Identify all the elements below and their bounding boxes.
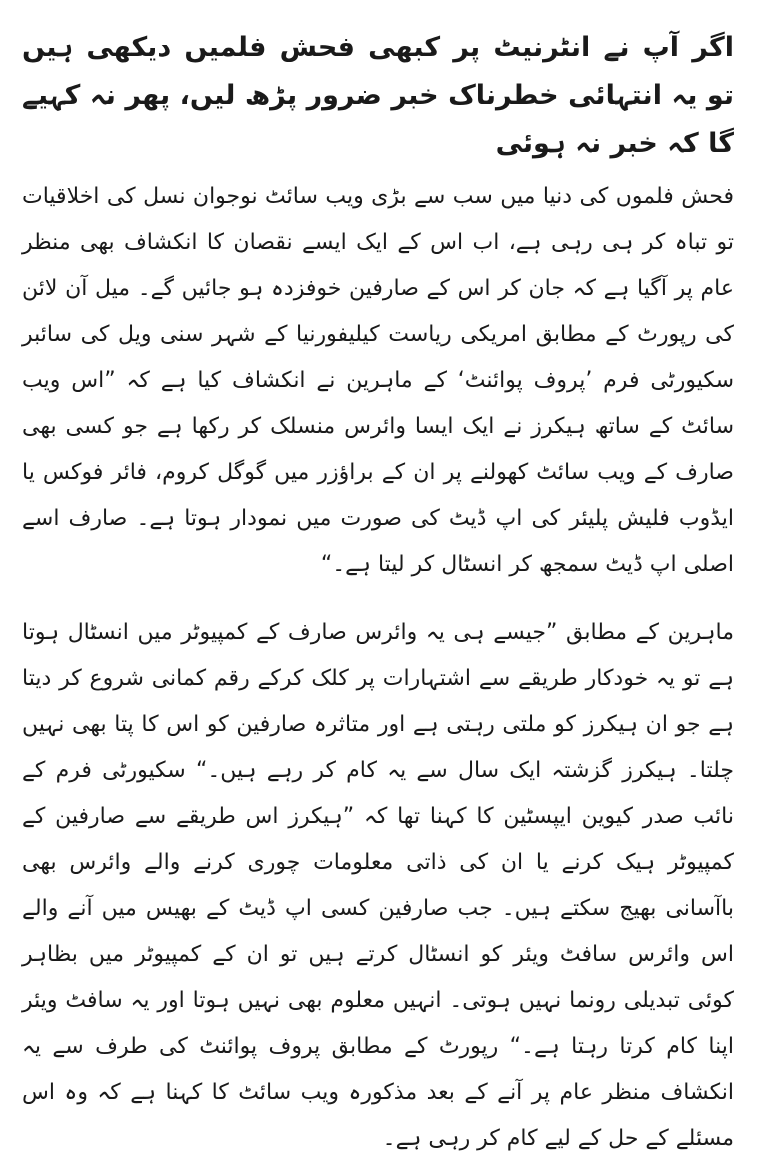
article-paragraph-1: فحش فلموں کی دنیا میں سب سے بڑی ویب سائٹ نوجوان نسل کی اخلاقیات تو تباہ کر ہی رہی ہے، اب اس کے ایک ایسے نقصان کا انکشاف بھی منظر عام پر آگیا ہے کہ جان کر اس کے صارفین خوفزدہ ہو جائیں گے۔ میل آن لائن کی رپورٹ کے مطابق امریکی ریاست کیلیفورنیا کے شہر سنی ویل کی سائبر سکیورٹی فرم ’پروف پوائنٹ‘ کے ماہرین نے انکشاف کیا ہے کہ ”اس ویب سائٹ کے ساتھ ہیکرز نے ایک ایسا وائرس منسلک کر رکھا ہے جو کسی بھی صارف کے ویب سائٹ کھولنے پر ان کے براﺅزر میں گوگل کروم، فائر فوکس یا ایڈوب فلیش پلیئر کی اپ ڈیٹ کی صورت میں نمودار ہوتا ہے۔ صارف اسے اصلی اپ ڈیٹ سمجھ کر انسٹال کر لیتا ہے۔“ <box>22 184 734 577</box>
article-paragraph-2: ماہرین کے مطابق ”جیسے ہی یہ وائرس صارف کے کمپیوٹر میں انسٹال ہوتا ہے تو یہ خودکار طریقے سے اشتہارات پر کلک کرکے رقم کمانی شروع کر دیتا ہے جو ان ہیکرز کو ملتی رہتی ہے اور متاثرہ صارفین کو اس کا پتا بھی نہیں چلتا۔ ہیکرز گزشتہ ایک سال سے یہ کام کر رہے ہیں۔“ سکیورٹی فرم کے نائب صدر کیوین ایپسٹین کا کہنا تھا کہ ”ہیکرز اس طریقے سے صارفین کے کمپیوٹر ہیک کرنے یا ان کی ذاتی معلومات چوری کرنے والے وائرس بھی باآسانی بھیج سکتے ہیں۔ جب صارفین کسی اپ ڈیٹ کے بھیس میں آنے والے اس وائرس سافٹ ویئر کو انسٹال کرتے ہیں تو ان کے کمپیوٹر میں بظاہر کوئی تبدیلی رونما نہیں ہوتی۔ انہیں معلوم بھی نہیں ہوتا اور یہ سافٹ ویئر اپنا کام کرتا رہتا ہے۔“ رپورٹ کے مطابق پروف پوائنٹ کی طرف سے یہ انکشاف منظر عام پر آنے کے بعد مذکورہ ویب سائٹ کا کہنا ہے کہ وہ اس مسئلے کے حل کے لیے کام کر رہی ہے۔ <box>22 620 734 1151</box>
article-headline: اگر آپ نے انٹرنیٹ پر کبھی فحش فلمیں دیکھی ہیں تو یہ انتہائی خطرناک خبر ضرور پڑھ لیں، پھر نہ کہیے گا کہ خبر نہ ہوئی <box>22 32 734 159</box>
